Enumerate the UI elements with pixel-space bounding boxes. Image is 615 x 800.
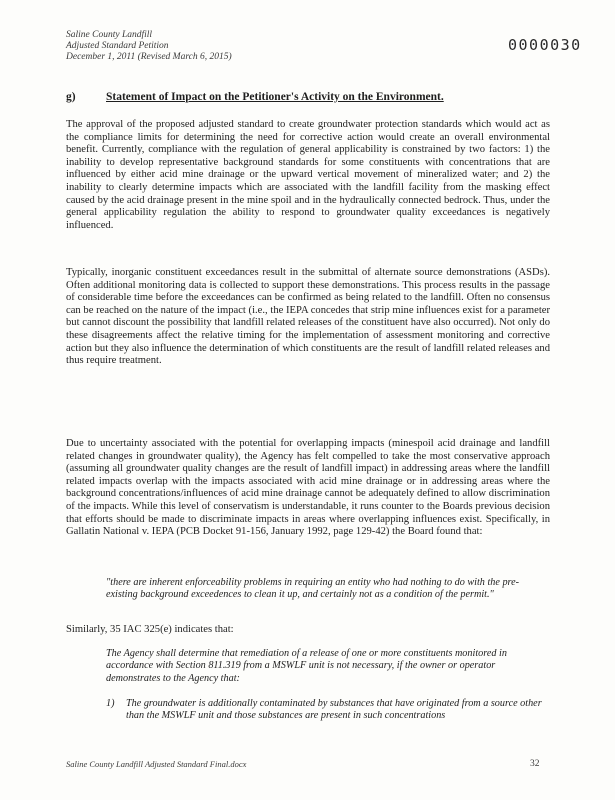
paragraph-overlapping-impacts: Due to uncertainty associated with the potential for overlapping impacts (minespoil acid drainage and landfill related changes in groundwater quality), the Agency has felt compelled to take the most conservative approach (assuming all groundwater quality changes are the result of landfill impact) in addressing areas where the landfill related impacts overlap with the impacts associated with acid mine drainage or in addressing areas where the background concentrations/influences of acid mine drainage cannot be adequately defined to allow discrimination of the impacts. While this level of conservatism is understandable, it runs counter to the Boards previous decision that efforts should be made to discriminate impacts in areas where overlapping influences exist. Specifically, in Gallatin National v. IEPA (PCB Docket 91-156, January 1992, page 129-42) the Board found that: [66, 438, 550, 538]
list-item-text: The groundwater is additionally contaminated by substances that have originated from a source other than the MSWLF unit and those substances are present in such concentrations [126, 698, 542, 722]
header-line-3: December 1, 2011 (Revised March 6, 2015) [66, 52, 232, 62]
header-line-2: Adjusted Standard Petition [66, 41, 169, 51]
page-number: 32 [530, 759, 540, 769]
document-header [66, 30, 232, 63]
header-line-1: Saline County Landfill [66, 30, 153, 40]
section-letter: g) [66, 91, 76, 103]
paragraph-alternate-source: Typically, inorganic constituent exceedances result in the submittal of alternate source demonstrations (ASDs). Often additional monitoring data is collected to support these demonstrations. This process results in the passage of considerable time before the exceedances can be confirmed as being related to the landfill. Often no consensus can be reached on the nature of the impact (i.e., the IEPA concedes that strip mine influences exist for a parameter but cannot discount the possibility that landfill related releases of the constituent have also occurred). Not only do these disagreements affect the relative timing for the implementation of assessment monitoring and corrective action but they also influence the determination of which constituents are the result of landfill related releases and thus require treatment. [66, 267, 550, 367]
footer-filename: Saline County Landfill Adjusted Standard Final.docx [66, 759, 247, 769]
board-quote: "there are inherent enforceability problems in requiring an entity who had nothing to do with the pre-existing background exceedences to clean it up, and certainly not as a condition of the permit." [106, 577, 520, 601]
paragraph-environmental-benefit: The approval of the proposed adjusted standard to create groundwater protection standards which would act as the compliance limits for determining the need for corrective action would create an overall environmental benefit. Currently, compliance with the regulation of general applicability is constrained by two factors: 1) the inability to develop representative background standards for some constituents with concentrations that are influenced by either acid mine drainage or the upward vertical movement of mineralized water; and 2) the inability to clearly determine impacts which are associated with the landfill facility from the masking effect caused by the acid drainage present in the mine spoil and in the hydraulically connected bedrock. Thus, under the general applicability regulation the ability to respond to groundwater quality exceedances is negatively influenced. [66, 119, 550, 231]
regulation-quote: The Agency shall determine that remediation of a release of one or more constituents monitored in accordance with Section 811.319 from a MSWLF unit is not necessary, if the owner or operator demonstrates to the Agency that: [106, 648, 507, 684]
bates-number: 0000030 [508, 36, 582, 54]
list-item [106, 698, 550, 723]
section-heading [66, 91, 586, 103]
list-item-number: 1) [106, 698, 115, 709]
section-title: Statement of Impact on the Petitioner's Activity on the Environment. [106, 91, 444, 103]
paragraph-similarly: Similarly, 35 IAC 325(e) indicates that: [66, 624, 234, 635]
